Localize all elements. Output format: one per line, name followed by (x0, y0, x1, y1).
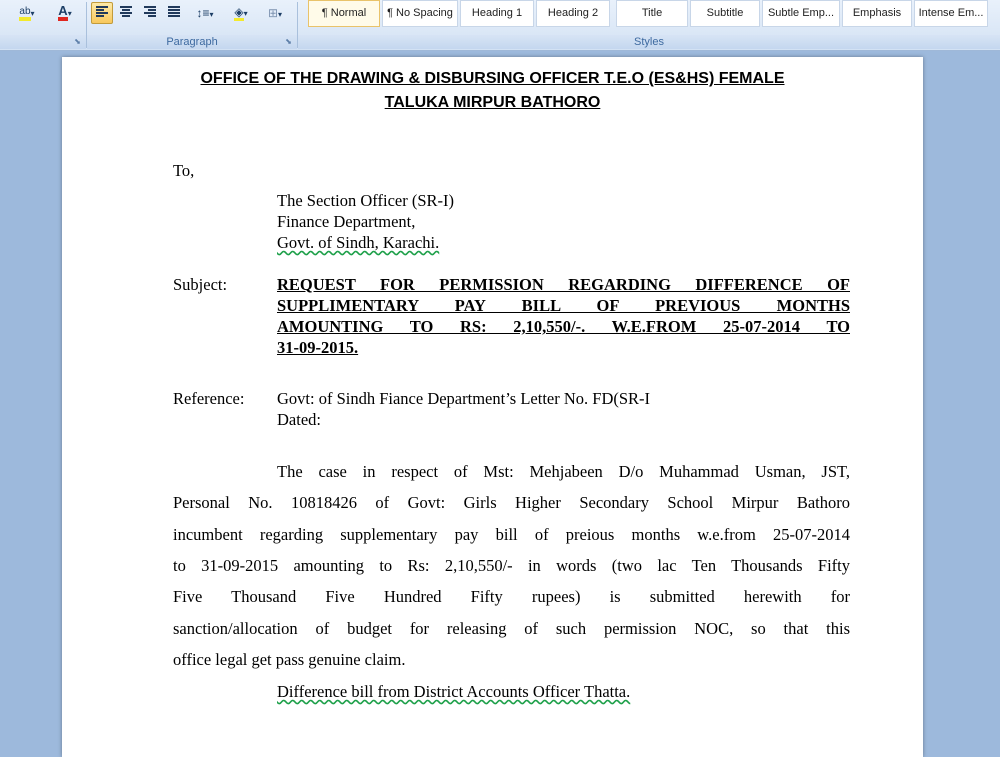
shading-button[interactable] (225, 2, 257, 24)
style-tile[interactable]: Title (616, 0, 688, 27)
to-label: To, (173, 161, 195, 180)
body-line: to 31-09-2015 amounting to Rs: 2,10,550/- in words (two lac Ten Thousands Fifty (173, 555, 850, 575)
chevron-down-icon[interactable]: ▾ (243, 9, 248, 18)
subject-line: SUPPLIMENTARY PAY BILL OF PREVIOUS MONTHS (277, 296, 850, 315)
styles-group-label: Styles (298, 35, 1000, 49)
heading-line-2: TALUKA MIRPUR BATHORO (384, 94, 601, 111)
subject-line: 31-09-2015. (277, 338, 359, 357)
highlight-icon: ab (19, 6, 30, 21)
body-line: Personal No. 10818426 of Govt: Girls Higher Secondary School Mirpur Bathoro (173, 493, 850, 513)
chevron-down-icon[interactable]: ▾ (30, 9, 35, 18)
shading-bucket-icon: ◈ (234, 4, 244, 19)
style-tile[interactable]: ¶ Normal (308, 0, 380, 27)
line-spacing-icon: ↕≡ (196, 6, 210, 20)
style-tile[interactable]: Intense Em... (914, 0, 988, 27)
highlight-button[interactable] (12, 2, 42, 24)
body-line: incumbent regarding supplementary pay bill of preious months w.e.from 25-07-2014 (173, 524, 850, 544)
font-dialog-launcher-icon[interactable]: ⬊ (74, 37, 81, 46)
align-right-icon (144, 6, 156, 18)
body-line: Five Thousand Five Hundred Fifty rupees) is submitted herewith for (173, 587, 850, 607)
style-tile[interactable]: Emphasis (842, 0, 912, 27)
chevron-down-icon[interactable]: ▾ (278, 10, 283, 19)
closing-line: Difference bill from District Accounts Officer Thatta. (277, 682, 631, 701)
style-tile[interactable]: ¶ No Spacing (382, 0, 458, 27)
styles-group (298, 0, 1000, 50)
chevron-down-icon[interactable]: ▾ (209, 10, 214, 19)
justify-button[interactable] (163, 2, 185, 24)
align-left-button[interactable] (91, 2, 113, 24)
style-tile[interactable]: Heading 2 (536, 0, 610, 27)
style-tile[interactable]: Subtle Emp... (762, 0, 840, 27)
reference-line-2: Dated: (277, 410, 321, 429)
font-group (0, 0, 86, 50)
align-center-button[interactable] (115, 2, 137, 24)
address-line-2: Finance Department, (277, 212, 416, 231)
ribbon (0, 0, 1000, 51)
address-line-3: Govt. of Sindh, Karachi. (277, 233, 440, 252)
document-page[interactable] (62, 57, 923, 757)
paragraph-dialog-launcher-icon[interactable]: ⬊ (285, 37, 292, 46)
borders-button[interactable] (259, 2, 291, 24)
heading-line-1: OFFICE OF THE DRAWING & DISBURSING OFFICER T.E.O (ES&HS) FEMALE (200, 70, 785, 87)
justify-icon (168, 6, 180, 18)
paragraph-group-label: Paragraph (87, 35, 297, 49)
reference-line-1: Govt: of Sindh Fiance Department’s Letter No. FD(SR-I (277, 389, 651, 408)
address-line-1: The Section Officer (SR-I) (277, 191, 455, 210)
body-line: sanction/allocation of budget for releasing of such permission NOC, so that this (173, 618, 850, 638)
align-left-icon (96, 6, 108, 18)
subject-line: REQUEST FOR PERMISSION REGARDING DIFFERENCE OF (277, 275, 850, 294)
chevron-down-icon[interactable]: ▾ (67, 9, 72, 18)
style-tile[interactable]: Subtitle (690, 0, 760, 27)
align-center-icon (120, 6, 132, 18)
align-right-button[interactable] (139, 2, 161, 24)
body-line: The case in respect of Mst: Mehjabeen D/o Muhammad Usman, JST, (277, 462, 850, 481)
reference-label: Reference: (173, 389, 245, 408)
font-color-button[interactable] (50, 2, 80, 24)
subject-line: AMOUNTING TO RS: 2,10,550/-. W.E.FROM 25-07-2014 TO (277, 317, 850, 336)
line-spacing-button[interactable] (189, 2, 221, 24)
body-line: office legal get pass genuine claim. (173, 649, 406, 669)
borders-icon: ⊞ (267, 6, 279, 20)
style-tile[interactable]: Heading 1 (460, 0, 534, 27)
subject-label: Subject: (173, 275, 228, 294)
font-color-icon: A (58, 5, 67, 21)
paragraph-group (87, 0, 297, 50)
